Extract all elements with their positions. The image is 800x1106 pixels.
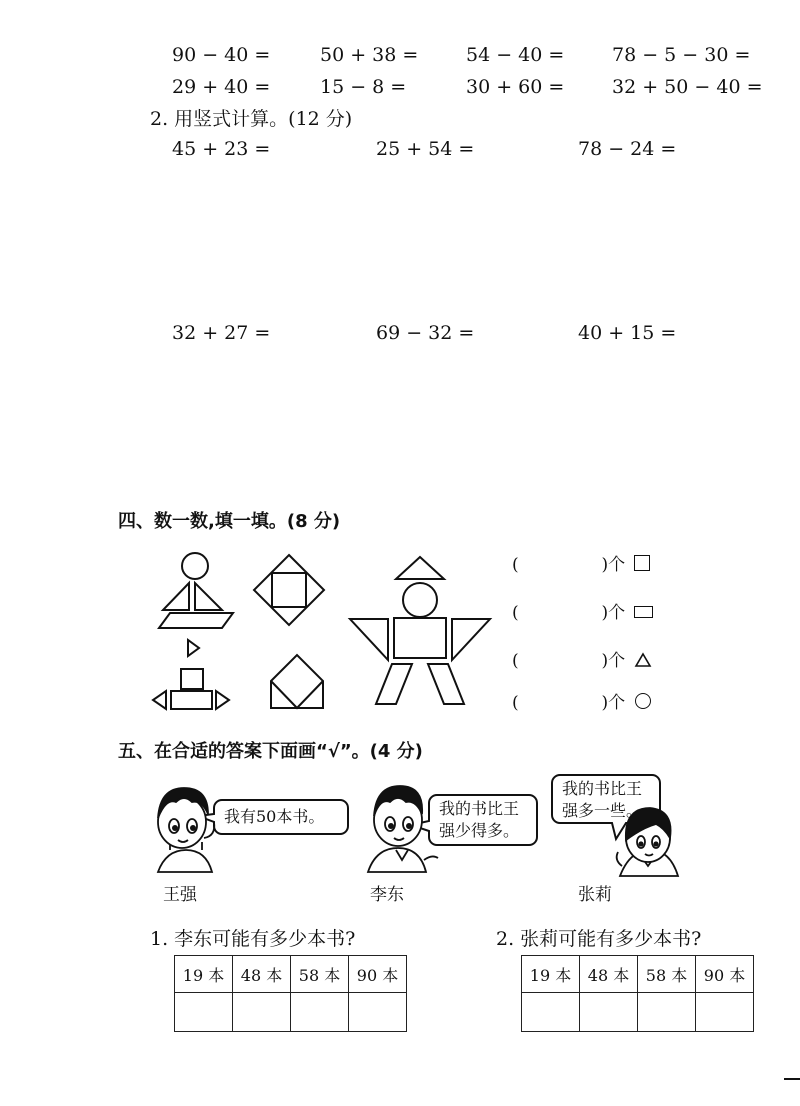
answer-table bbox=[174, 955, 407, 1032]
character-name: 李东 bbox=[370, 885, 404, 905]
equation: 54 − 40 = bbox=[466, 44, 565, 66]
check-cell[interactable] bbox=[696, 993, 754, 1032]
option-cell: 58 本 bbox=[638, 956, 696, 993]
equation: 30 + 60 = bbox=[466, 76, 565, 98]
count-unit: )个 bbox=[601, 651, 626, 671]
speech-text: 我有50本书。 bbox=[224, 807, 325, 826]
check-cell[interactable] bbox=[349, 993, 407, 1032]
equation: 40 + 15 = bbox=[578, 322, 677, 344]
count-unit: )个 bbox=[601, 693, 626, 713]
boy-wangqiang-figure bbox=[158, 788, 214, 872]
equation: 78 − 24 = bbox=[578, 138, 677, 160]
equation: 29 + 40 = bbox=[172, 76, 271, 98]
count-unit: )个 bbox=[601, 555, 626, 575]
option-cell: 19 本 bbox=[175, 956, 233, 993]
page-edge-mark bbox=[784, 1078, 800, 1080]
equation: 32 + 27 = bbox=[172, 322, 271, 344]
character-name: 王强 bbox=[163, 885, 197, 905]
open-paren: ( bbox=[512, 651, 519, 671]
equation: 78 − 5 − 30 = bbox=[612, 44, 751, 66]
open-paren: ( bbox=[512, 693, 519, 713]
section-five-heading: 五、在合适的答案下面画“√”。(4 分) bbox=[118, 741, 423, 762]
character-name: 张莉 bbox=[578, 885, 612, 905]
check-cell[interactable] bbox=[233, 993, 291, 1032]
equation: 69 − 32 = bbox=[376, 322, 475, 344]
question-text: 2. 张莉可能有多少本书? bbox=[496, 928, 702, 950]
open-paren: ( bbox=[512, 603, 519, 623]
answer-table bbox=[521, 955, 754, 1032]
check-cell[interactable] bbox=[638, 993, 696, 1032]
section-four-heading: 四、数一数,填一填。(8 分) bbox=[118, 511, 341, 532]
open-paren: ( bbox=[512, 555, 519, 575]
speech-text: 我的书比王 强多一些。 bbox=[562, 779, 643, 820]
option-cell: 90 本 bbox=[696, 956, 754, 993]
check-cell[interactable] bbox=[522, 993, 580, 1032]
option-cell: 90 本 bbox=[349, 956, 407, 993]
equation: 25 + 54 = bbox=[376, 138, 475, 160]
speech-text: 我的书比王 强少得多。 bbox=[439, 799, 520, 840]
option-cell: 48 本 bbox=[580, 956, 638, 993]
equation: 45 + 23 = bbox=[172, 138, 271, 160]
vertical-calc-heading: 2. 用竖式计算。(12 分) bbox=[150, 108, 353, 130]
equation: 90 − 40 = bbox=[172, 44, 271, 66]
equation: 15 − 8 = bbox=[320, 76, 407, 98]
check-cell[interactable] bbox=[175, 993, 233, 1032]
question-text: 1. 李东可能有多少本书? bbox=[150, 928, 356, 950]
option-cell: 19 本 bbox=[522, 956, 580, 993]
option-cell: 58 本 bbox=[291, 956, 349, 993]
count-unit: )个 bbox=[601, 603, 626, 623]
equation: 32 + 50 − 40 = bbox=[612, 76, 763, 98]
equation: 50 + 38 = bbox=[320, 44, 419, 66]
check-cell[interactable] bbox=[580, 993, 638, 1032]
option-cell: 48 本 bbox=[233, 956, 291, 993]
check-cell[interactable] bbox=[291, 993, 349, 1032]
